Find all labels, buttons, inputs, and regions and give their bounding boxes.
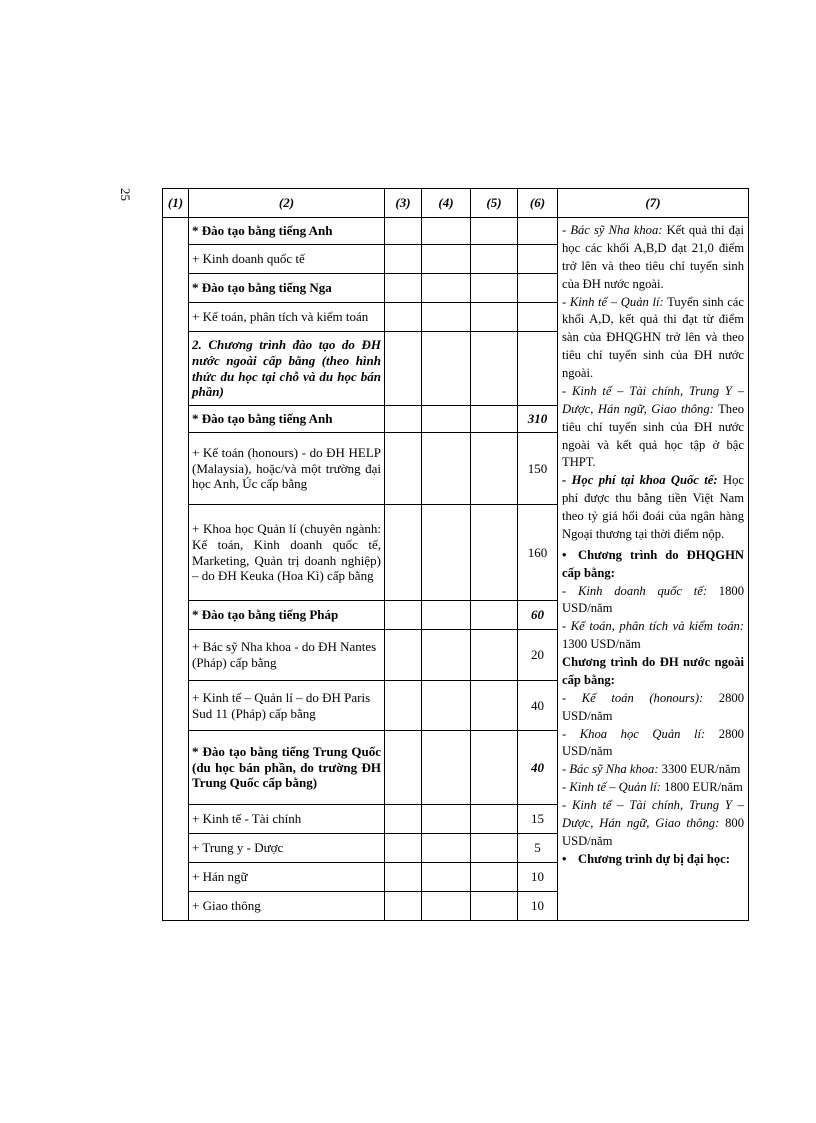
header-col-6: (6)	[518, 189, 558, 218]
row-desc: + Hán ngữ	[189, 863, 385, 892]
header-col-2: (2)	[189, 189, 385, 218]
row-count: 150	[518, 433, 558, 505]
row-desc: * Đào tạo bằng tiếng Trung Quốc (du học bán phần, do trường ĐH Trung Quốc cấp bằng)	[189, 731, 385, 805]
row-desc: + Khoa học Quản lí (chuyên ngành: Kế toán, Kinh doanh quốc tế, Marketing, Quản trị doanh nghiệp) – do ĐH Keuka (Hoa Kì) cấp bằng	[189, 505, 385, 601]
heading-vnu-degree: • Chương trình do ĐHQGHN cấp bằng:	[562, 547, 744, 580]
row-count: 15	[518, 805, 558, 834]
row-count: 10	[518, 863, 558, 892]
notes-cell	[558, 218, 749, 921]
admissions-table	[162, 188, 749, 921]
heading-foreign-degree: Chương trình do ĐH nước ngoài cấp bằng:	[562, 655, 744, 687]
row-desc: * Đào tạo bằng tiếng Pháp	[189, 601, 385, 630]
row-count: 40	[518, 731, 558, 805]
row-desc: + Kinh tế – Quản lí – do ĐH Paris Sud 11 (Pháp) cấp bằng	[189, 681, 385, 731]
note-tuition: - Học phí tại khoa Quốc tế: Học phí được thu bằng tiền Việt Nam theo tỷ giá hối đoái của ngân hàng Ngoại thương tại thời điểm nộp.	[562, 473, 744, 541]
header-col-4: (4)	[422, 189, 471, 218]
row-count	[518, 218, 558, 245]
fee-accounting: - Kế toán, phân tích và kiểm toán: 1300 USD/năm	[562, 619, 744, 652]
header-col-3: (3)	[385, 189, 422, 218]
col1-cell	[163, 218, 189, 921]
row-count	[518, 274, 558, 303]
row-count	[518, 332, 558, 406]
row-desc: + Trung y - Dược	[189, 834, 385, 863]
row-desc: + Kế toán, phân tích và kiểm toán	[189, 303, 385, 332]
row-count: 60	[518, 601, 558, 630]
fee-dentistry: - Bác sỹ Nha khoa: 3300 EUR/năm	[562, 762, 741, 777]
note-econ-criteria: - Kinh tế – Quản lí: Tuyển sinh các khối A,D, kết quả thi đạt từ điểm sàn của ĐHQGHN trở lên và theo tiêu chí tuyển sinh của ĐH nước ngoài.	[562, 294, 744, 380]
row-count	[518, 245, 558, 274]
heading-preparatory: • Chương trình dự bị đại học:	[562, 851, 730, 866]
header-col-1: (1)	[163, 189, 189, 218]
header-col-7: (7)	[558, 189, 749, 218]
row-desc: + Kinh tế - Tài chính	[189, 805, 385, 834]
row-desc: 2. Chương trình đào tạo do ĐH nước ngoài cấp bằng (theo hình thức du học tại chỗ và du học bán phần)	[189, 332, 385, 406]
fee-accounting-honours: - Kế toán (honours): 2800 USD/năm	[562, 690, 744, 723]
row-desc: + Kinh doanh quốc tế	[189, 245, 385, 274]
row-desc: + Bác sỹ Nha khoa - do ĐH Nantes (Pháp) cấp bằng	[189, 630, 385, 681]
row-count: 310	[518, 406, 558, 433]
row-desc: * Đào tạo bằng tiếng Anh	[189, 406, 385, 433]
row-desc: + Kế toán (honours) - do ĐH HELP (Malaysia), hoặc/và một trường đại học Anh, Úc cấp bằng	[189, 433, 385, 505]
row-count: 5	[518, 834, 558, 863]
row-count	[518, 303, 558, 332]
row-desc: + Giao thông	[189, 892, 385, 921]
row-count: 10	[518, 892, 558, 921]
fee-china-programs: - Kinh tế – Tài chính, Trung Y – Dược, Hán ngữ, Giao thông: 800 USD/năm	[562, 798, 744, 848]
fee-econ-management: - Kinh tế – Quản lí: 1800 EUR/năm	[562, 780, 743, 795]
note-china-criteria: - Kinh tế – Tài chính, Trung Y – Dược, Hán ngữ, Giao thông: Theo tiêu chí tuyển sinh của ĐH nước ngoài và kết quả học tập ở bậc THPT.	[562, 383, 744, 470]
fee-management-science: - Khoa học Quản lí: 2800 USD/năm	[562, 726, 744, 759]
table-row	[163, 218, 749, 245]
page-number: 25	[118, 188, 133, 201]
fee-intl-business: - Kinh doanh quốc tế: 1800 USD/năm	[562, 583, 744, 616]
row-count: 160	[518, 505, 558, 601]
row-count: 40	[518, 681, 558, 731]
header-row	[163, 189, 749, 218]
header-col-5: (5)	[471, 189, 518, 218]
row-desc: * Đào tạo bằng tiếng Nga	[189, 274, 385, 303]
row-count: 20	[518, 630, 558, 681]
row-desc: * Đào tạo bằng tiếng Anh	[189, 218, 385, 245]
note-dental-criteria: - Bác sỹ Nha khoa: Kết quả thi đại học các khối A,B,D đạt 21,0 điểm trở lên và theo tiêu chí tuyển sinh của ĐH nước ngoài.	[562, 223, 744, 291]
